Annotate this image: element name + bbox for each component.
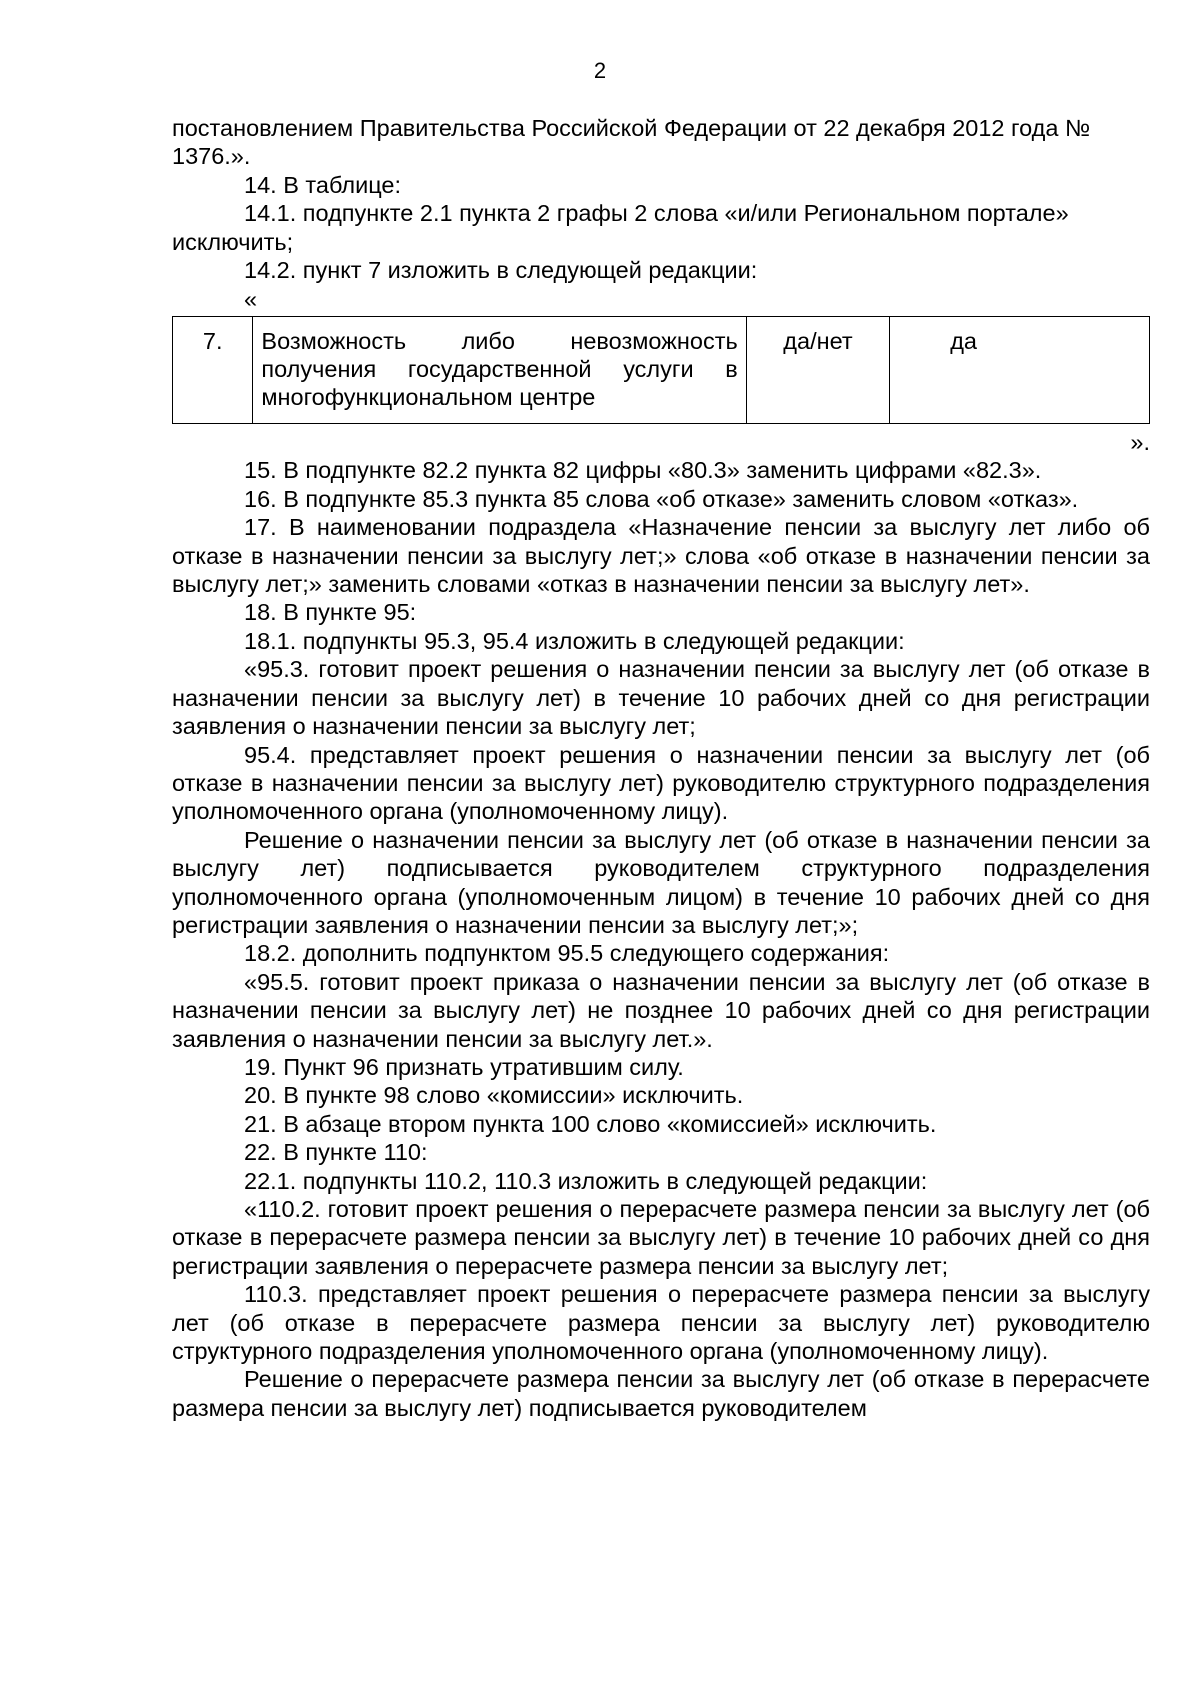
paragraph-95-decision: Решение о назначении пенсии за выслугу лет (об отказе в назначении пенсии за выслугу лет) подписывается руководителем структурного подразделения уполномоченного органа (уполномоченным лицом) в течение 10 рабочих дней со дня регистрации заявления о назначении пенсии за выслугу лет;»; (172, 826, 1150, 938)
document-body (172, 114, 1150, 1422)
paragraph-21: 21. В абзаце втором пункта 100 слово «комиссией» исключить. (244, 1110, 937, 1137)
table-cell-option: да/нет (746, 317, 889, 424)
paragraph-95-5: «95.5. готовит проект приказа о назначении пенсии за выслугу лет (об отказе в назначении пенсии за выслугу лет) не позднее 10 рабочих дней со дня регистрации заявления о назначении пенсии за выслугу лет.». (172, 968, 1150, 1052)
paragraph-14-2: 14.2. пункт 7 изложить в следующей редакции: (244, 257, 758, 284)
paragraph-110-decision: Решение о перерасчете размера пенсии за выслугу лет (об отказе в перерасчете размера пенсии за выслугу лет) подписывается руководителем (172, 1366, 1150, 1421)
paragraph-18-2: 18.2. дополнить подпунктом 95.5 следующего содержания: (244, 940, 890, 967)
paragraph-14-1: 14.1. подпункте 2.1 пункта 2 графы 2 слова «и/или Региональном портале» исключить; (172, 200, 1069, 255)
table-row (173, 317, 1150, 424)
paragraph-18-1: 18.1. подпункты 95.3, 95.4 изложить в следующей редакции: (244, 627, 905, 654)
paragraph-95-4: 95.4. представляет проект решения о назначении пенсии за выслугу лет (об отказе в назначении пенсии за выслугу лет) руководителю структурного подразделения уполномоченного органа (уполномоченному лицу). (172, 741, 1150, 825)
paragraph-110-2: «110.2. готовит проект решения о перерасчете размера пенсии за выслугу лет (об отказе в перерасчете размера пенсии за выслугу лет) в течение 10 рабочих дней со дня регистрации заявления о перерасчете размера пенсии за выслугу лет; (172, 1196, 1150, 1279)
paragraph-intro: постановлением Правительства Российской Федерации от 22 декабря 2012 года № 1376.». (172, 115, 1091, 170)
table-cell-description: Возможность либо невозможность получения государственной услуги в многофункциональном центре (253, 317, 746, 424)
paragraph-110-3: 110.3. представляет проект решения о перерасчете размера пенсии за выслугу лет (об отказе в перерасчете размера пенсии за выслугу лет) руководителю структурного подразделения уполномоченного органа (уполномоченному лицу). (172, 1281, 1150, 1365)
table-cell-number: 7. (173, 317, 253, 424)
paragraph-17: 17. В наименовании подраздела «Назначение пенсии за выслугу лет либо об отказе в назначении пенсии за выслугу лет;» слова «об отказе в назначении пенсии за выслугу лет;» заменить словами «отказ в назначении пенсии за выслугу лет». (172, 514, 1150, 598)
paragraph-22-1: 22.1. подпункты 110.2, 110.3 изложить в следующей редакции: (244, 1167, 928, 1194)
quote-close-mark: ». (1130, 429, 1150, 456)
paragraph-19: 19. Пункт 96 признать утратившим силу. (244, 1053, 684, 1080)
paragraph-20: 20. В пункте 98 слово «комиссии» исключить. (244, 1082, 744, 1109)
paragraph-15: 15. В подпункте 82.2 пункта 82 цифры «80.3» заменить цифрами «82.3». (244, 457, 1042, 484)
paragraph-14: 14. В таблице: (244, 171, 402, 198)
paragraph-16: 16. В подпункте 85.3 пункта 85 слова «об отказе» заменить словом «отказ». (244, 485, 1079, 512)
amendment-table (172, 316, 1150, 424)
paragraph-18: 18. В пункте 95: (244, 599, 417, 626)
paragraph-95-3: «95.3. готовит проект решения о назначении пенсии за выслугу лет (об отказе в назначении пенсии за выслугу лет) в течение 10 рабочих дней со дня регистрации заявления о назначении пенсии за выслугу лет; (172, 656, 1150, 740)
page-number: 2 (593, 58, 607, 83)
table-cell-value: да (890, 317, 1150, 424)
paragraph-22: 22. В пункте 110: (244, 1139, 428, 1166)
quote-open-mark: « (244, 286, 258, 313)
